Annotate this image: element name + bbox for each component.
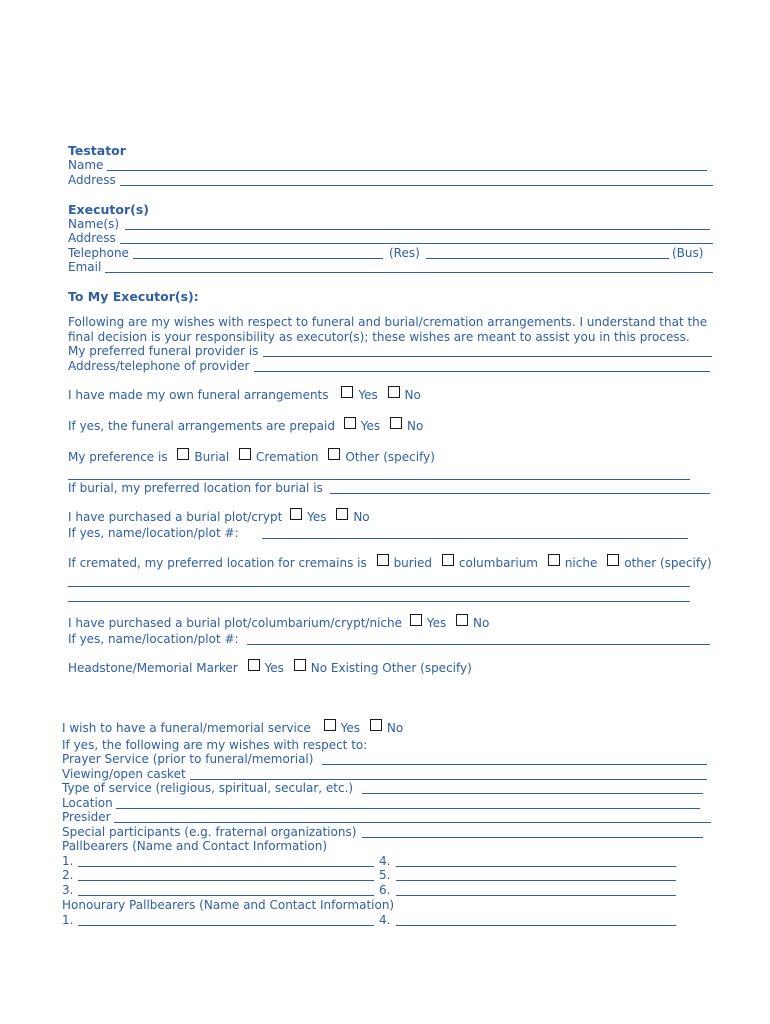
executors-heading: Executor(s) [68,202,149,217]
yes-label: Yes [360,419,381,433]
own-arrangements-label: I have made my own funeral arrangements [68,388,329,402]
intro-paragraph-line2: final decision is your responsibility as executor(s); these wishes are meant to assist you in this process. [68,330,690,344]
plot2-no-checkbox[interactable] [456,614,468,626]
buried-label: buried [393,556,433,570]
viewing-field[interactable] [190,768,707,780]
burial-checkbox[interactable] [177,448,189,460]
presider-label: Presider [62,810,111,824]
pallbearer-3-field[interactable] [78,884,374,896]
service-yes-checkbox[interactable] [324,719,336,731]
plot-details-label: If yes, name/location/plot #: [68,526,239,540]
executor-email-field[interactable] [105,261,713,273]
other-preference-checkbox[interactable] [328,448,340,460]
service-type-label: Type of service (religious, spiritual, secular, etc.) [62,781,354,795]
plot2-details-label: If yes, name/location/plot #: [68,632,239,646]
yes-label: Yes [426,616,447,630]
own-arrangements-no-checkbox[interactable] [388,386,400,398]
intro-paragraph-line1: Following are my wishes with respect to funeral and burial/cremation arrangements. I understand that the [68,315,708,329]
plot2-row [68,614,489,629]
buried-checkbox[interactable] [377,554,389,566]
own-arrangements-row [68,386,421,401]
executor-names-field[interactable] [125,218,710,230]
preference-label: My preference is [68,450,168,464]
no-label: No [473,616,490,630]
provider-label: My preferred funeral provider is [68,344,259,358]
executor-telephone-label: Telephone [68,246,129,260]
headstone-row [68,659,472,674]
preference-other-field[interactable] [68,468,690,480]
other-specify-label: Other (specify) [345,450,435,464]
service-wish-row [62,719,403,734]
testator-heading: Testator [68,143,126,158]
yes-label: Yes [264,661,284,675]
pallbearer-6-number: 6. [379,883,391,897]
executor-address-label: Address [68,231,116,245]
cremains-other-field-2[interactable] [68,590,690,602]
testator-address-label: Address [68,173,116,187]
honourary-4-number: 4. [379,913,391,927]
provider-address-field[interactable] [254,360,710,372]
honourary-1-field[interactable] [78,914,374,926]
prepaid-row [68,417,423,432]
prepaid-no-checkbox[interactable] [390,417,402,429]
executor-address-field[interactable] [120,232,713,244]
honourary-1-number: 1. [62,913,74,927]
plot-details-field[interactable] [262,527,688,539]
testator-name-label: Name [68,158,104,172]
niche-checkbox[interactable] [548,554,560,566]
location-label: Location [62,796,113,810]
pallbearer-5-number: 5. [379,868,391,882]
service-type-field[interactable] [362,782,703,794]
burial-location-label: If burial, my preferred location for burial is [68,481,323,495]
no-label: No [406,419,424,433]
location-field[interactable] [116,797,700,809]
plot2-yes-checkbox[interactable] [410,614,422,626]
executor-email-label: Email [68,260,102,274]
presider-field[interactable] [114,811,711,823]
yes-label: Yes [340,721,361,735]
other-cremains-label: other (specify) [624,556,712,570]
yes-label: Yes [358,388,378,402]
own-arrangements-yes-checkbox[interactable] [341,386,353,398]
testator-address-field[interactable] [120,174,713,186]
plot-label: I have purchased a burial plot/crypt [68,510,283,524]
no-label: No [404,388,421,402]
viewing-label: Viewing/open casket [62,767,186,781]
headstone-yes-checkbox[interactable] [248,659,260,671]
cremains-row [68,554,712,569]
preference-row [68,448,435,463]
testator-name-field[interactable] [107,159,707,171]
special-participants-field[interactable] [362,826,703,838]
pallbearer-5-field[interactable] [396,869,676,881]
pallbearer-4-field[interactable] [396,855,676,867]
res-label: (Res) [389,246,420,260]
no-label: No [386,721,404,735]
prayer-label: Prayer Service (prior to funeral/memorial) [62,752,314,766]
plot-no-checkbox[interactable] [336,508,348,520]
pallbearer-1-number: 1. [62,854,74,868]
cremains-other-field-1[interactable] [68,575,690,587]
to-executor-heading: To My Executor(s): [68,289,199,304]
columbarium-label: columbarium [458,556,538,570]
executor-names-label: Name(s) [68,217,120,231]
columbarium-checkbox[interactable] [442,554,454,566]
pallbearers-label: Pallbearers (Name and Contact Information) [62,839,328,853]
headstone-no-checkbox[interactable] [294,659,306,671]
service-no-checkbox[interactable] [370,719,382,731]
honourary-4-field[interactable] [396,914,676,926]
plot-row [68,508,370,523]
pallbearer-6-field[interactable] [396,884,676,896]
bus-label: (Bus) [672,246,704,260]
burial-location-field[interactable] [330,482,710,494]
yes-label: Yes [307,510,327,524]
pallbearer-2-field[interactable] [78,869,374,881]
prayer-field[interactable] [322,753,707,765]
headstone-label: Headstone/Memorial Marker [68,661,238,675]
burial-label: Burial [194,450,230,464]
other-cremains-checkbox[interactable] [607,554,619,566]
provider-address-label: Address/telephone of provider [68,359,250,373]
pallbearer-4-number: 4. [379,854,391,868]
pallbearer-1-field[interactable] [78,855,374,867]
cremains-label: If cremated, my preferred location for cremains is [68,556,367,570]
executor-telephone-bus-field[interactable] [426,247,669,259]
cremation-label: Cremation [256,450,319,464]
service-wish-label: I wish to have a funeral/memorial service [62,721,311,735]
no-label: No [353,510,370,524]
special-participants-label: Special participants (e.g. fraternal organizations) [62,825,357,839]
executor-telephone-res-field[interactable] [133,247,383,259]
pallbearer-3-number: 3. [62,883,74,897]
niche-label: niche [564,556,598,570]
honourary-pallbearers-label: Honourary Pallbearers (Name and Contact Information) [62,898,395,912]
provider-field[interactable] [263,345,712,357]
plot-yes-checkbox[interactable] [290,508,302,520]
cremation-checkbox[interactable] [239,448,251,460]
pallbearer-2-number: 2. [62,868,74,882]
plot2-details-field[interactable] [247,633,710,645]
service-intro: If yes, the following are my wishes with respect to: [62,738,368,752]
prepaid-label: If yes, the funeral arrangements are prepaid [68,419,335,433]
headstone-rest-label: No Existing Other (specify) [310,661,472,675]
prepaid-yes-checkbox[interactable] [344,417,356,429]
plot2-label: I have purchased a burial plot/columbarium/crypt/niche [68,616,402,630]
